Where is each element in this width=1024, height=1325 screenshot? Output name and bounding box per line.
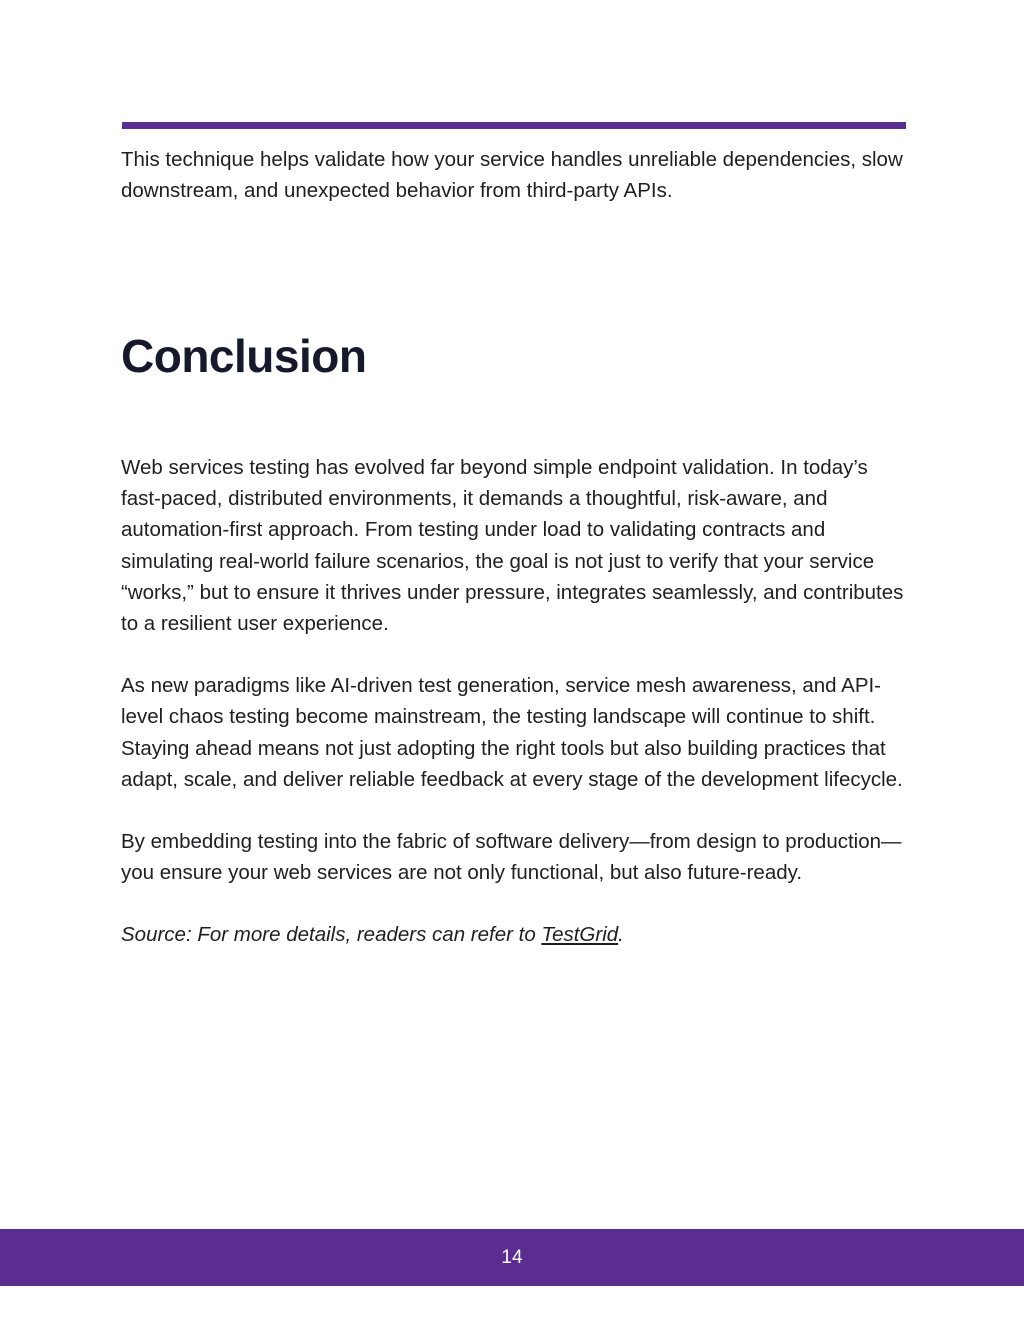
top-accent-rule (122, 122, 906, 129)
page-footer-bar (0, 1229, 1024, 1286)
conclusion-body (121, 452, 911, 982)
conclusion-paragraph-1: Web services testing has evolved far beyond simple endpoint validation. In today’s fast-paced, distributed environments, it demands a thoughtful, risk-aware, and automation-first approach. From testing under load to validating contracts and simulating real-world failure scenarios, the goal is not just to verify that your service “works,” but to ensure it thrives under pressure, integrates seamlessly, and contributes to a resilient user experience. (121, 456, 904, 636)
page-number: 14 (501, 1246, 523, 1268)
conclusion-paragraph-3: By embedding testing into the fabric of software delivery—from design to production—you ensure your web services are not only functional, but also future-ready. (121, 830, 902, 885)
source-suffix: . (618, 923, 624, 947)
section-heading: Conclusion (121, 330, 367, 382)
testgrid-link[interactable]: TestGrid (541, 923, 619, 947)
intro-section (121, 144, 911, 206)
intro-paragraph: This technique helps validate how your service handles unreliable dependencies, slow downstream, and unexpected behavior from third-party APIs. (121, 148, 903, 203)
source-note (121, 919, 911, 950)
source-prefix: Source: For more details, readers can refer to (121, 923, 542, 947)
conclusion-paragraph-2: As new paradigms like AI-driven test generation, service mesh awareness, and API-level chaos testing become mainstream, the testing landscape will continue to shift. Staying ahead means not just adopting the right tools but also building practices that adapt, scale, and deliver reliable feedback at every stage of the development lifecycle. (121, 674, 903, 791)
